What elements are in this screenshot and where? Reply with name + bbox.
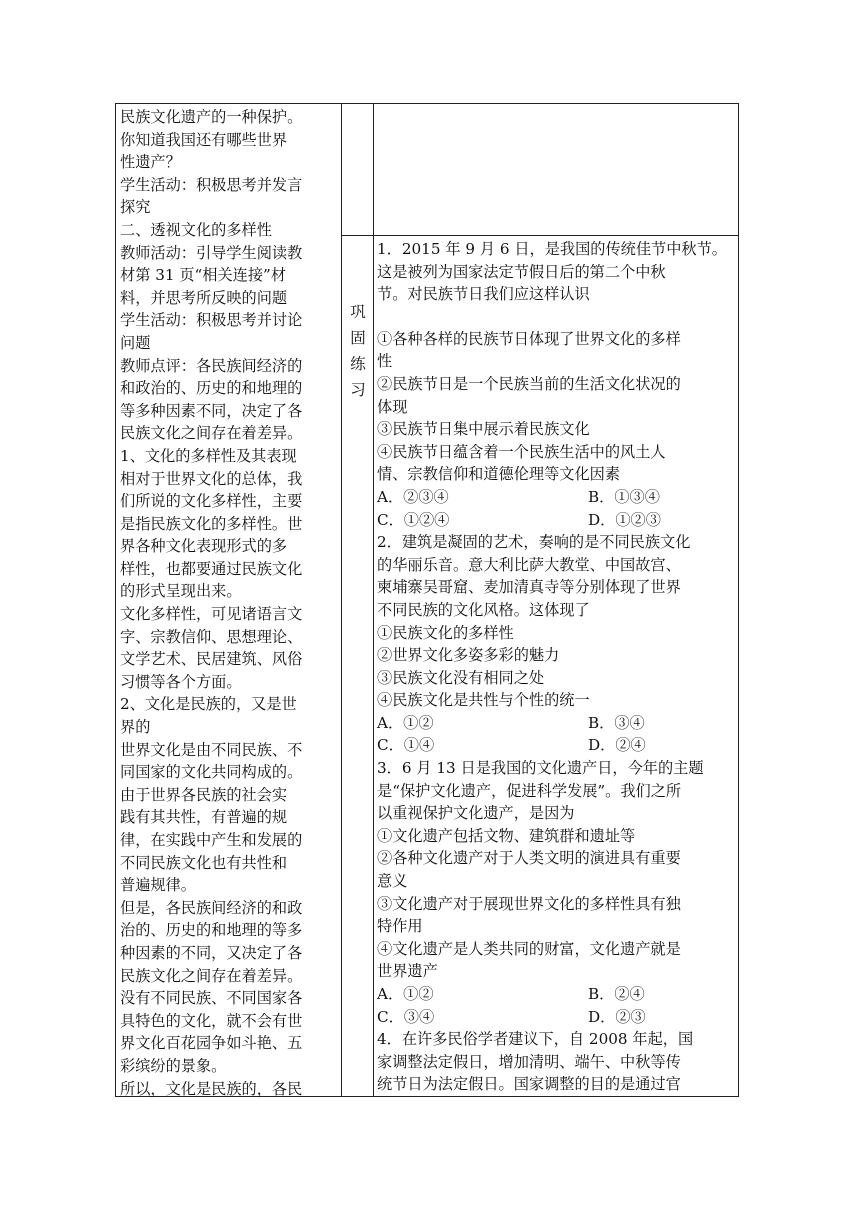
text-line: 践有其共性，有普遍的规 [120,808,288,827]
answer-options: C．①④ D．②④ [377,736,646,755]
text-line: 的形式呈现出来。 [120,582,242,601]
text-line: 民族文化遗产的一种保护。 [120,108,303,126]
answer-options: C．①②④ D．①②③ [377,510,661,529]
text-line: 界各种文化表现形式的多 [120,537,288,556]
text-line: 教师活动：引导学生阅读教 [120,243,303,262]
text-line: 由于世界各民族的社会实 [120,785,288,804]
row-divider [341,235,738,236]
text-line: 学生活动：积极思考并讨论 [120,311,303,330]
question-4: 4．在许多民俗学者建议下，自 2008 年起，国 家调整法定假日，增加清明、端午、中秋等传 统节日为法定假日。国家调整的目的是通过官 [377,1030,694,1094]
text-line: 样性，也都要通过民族文化 [120,559,303,578]
text-line: 文化多样性，可见诸语言文 [120,605,303,624]
teaching-process-column [120,106,342,1100]
column-divider [373,104,374,1096]
question-2: 2．建筑是凝固的艺术，奏响的是不同民族文化 的华丽乐音。意大利比萨大教堂、中国故宫、 柬埔寨吴哥窟、麦加清真寺等分别体现了世界 不同民族的文化风格。这体现了 ①民族文化的多样性 ②世界文化多姿多彩的魅力 ③民族文化没有相同之处 ④民族文化是共性与个性的统一 A．①② B．③④ C．①④ D．②④ [377,531,735,757]
exercise-column [377,238,735,1096]
answer-options: A．①② B．②④ [377,985,645,1003]
text-line: 你知道我国还有哪些世界 [120,130,288,149]
text-line: 是指民族文化的多样性。世 [120,514,303,533]
question-1: 1．2015 年 9 月 6 日，是我国的传统佳节中秋节。 这是被列为国家法定节假日后的第二个中秋 节。对民族节日我们应这样认识 ①各种各样的民族节日体现了世界文化的多样 性 ②民族节日是一个民族当前的生活文化状况的 体现 ③民族节日集中展示着民族文化 ④民族节日蕴含着一个民族生活中的风土人 情、宗教信仰和道德伦理等文化因素 A．②③④ B．①③④ C．①②④ D．①②③ [377,238,735,531]
text-line: 所以，文化是民族的，各民 [120,1079,303,1098]
text-line: 2、文化是民族的，又是世 [120,695,297,714]
section-label-consolidation-practice: 巩 固 练 习 [350,303,366,399]
text-line: 字、宗教信仰、思想理论、 [120,627,303,646]
text-line: 1、文化的多样性及其表现 [120,446,297,465]
text-line: 没有不同民族、不同国家各 [120,989,303,1008]
text-line: 材第 31 页“相关连接”材 [120,266,287,285]
text-line: 们所说的文化多样性，主要 [120,492,303,511]
text-line: 民族文化之间存在着差异。 [120,966,303,985]
text-line: 治的、历史的和地理的等多 [120,921,303,940]
text-line: 和政治的、历史的和地理的 [120,379,303,398]
text-line: 具特色的文化，就不会有世 [120,1011,303,1030]
text-line: 界文化百花园争如斗艳、五 [120,1034,303,1053]
text-line: 但是，各民族间经济的和政 [120,898,303,917]
text-line: 界的 [120,718,151,737]
text-line: 普遍规律。 [120,876,196,895]
text-line: 种因素的不同，又决定了各 [120,943,303,962]
text-line: 问题 [120,333,151,352]
text-line: 相对于世界文化的总体，我 [120,469,303,488]
text-line: 不同民族文化也有共性和 [120,853,288,872]
answer-options: A．①② B．③④ [377,713,645,732]
text-line: 同国家的文化共同构成的。 [120,763,303,782]
text-line: 性遗产？ [120,153,181,172]
lesson-plan-table [115,103,739,1097]
question-3: 3．6 月 13 日是我国的文化遗产日，今年的主题 是“保护文化遗产，促进科学发展”。我们之所 以重视保护文化遗产，是因为 ①文化遗产包括文物、建筑群和遗址等 ②各种文化遗产对于人类文明的演进具有重要 意义 ③文化遗产对于展现世界文化的多样性具有独 特作用 ④文化遗产是人类共同的财富，文化遗产就是 世界遗产 A．①② B．②④ C．③④ D．②③ [377,757,735,1028]
text-line: 彩缤纷的景象。 [120,1056,227,1075]
text-line: 教师点评：各民族间经济的 [120,356,303,375]
answer-options: C．③④ D．②③ [377,1007,646,1026]
answer-options: A．②③④ B．①③④ [377,487,660,506]
text-line: 等多种因素不同，决定了各 [120,401,303,420]
text-line: 世界文化是由不同民族、不 [120,740,303,759]
text-line: 习惯等各个方面。 [120,672,242,691]
text-line: 文学艺术、民居建筑、风俗 [120,650,303,669]
text-line: 律，在实践中产生和发展的 [120,831,303,849]
text-line: 学生活动：积极思考并发言 [120,175,303,194]
text-line: 料，并思考所反映的问题 [120,288,288,307]
text-line: 民族文化之间存在着差异。 [120,424,303,443]
text-line: 二、透视文化的多样性 [120,220,272,239]
text-line: 探究 [120,198,151,217]
